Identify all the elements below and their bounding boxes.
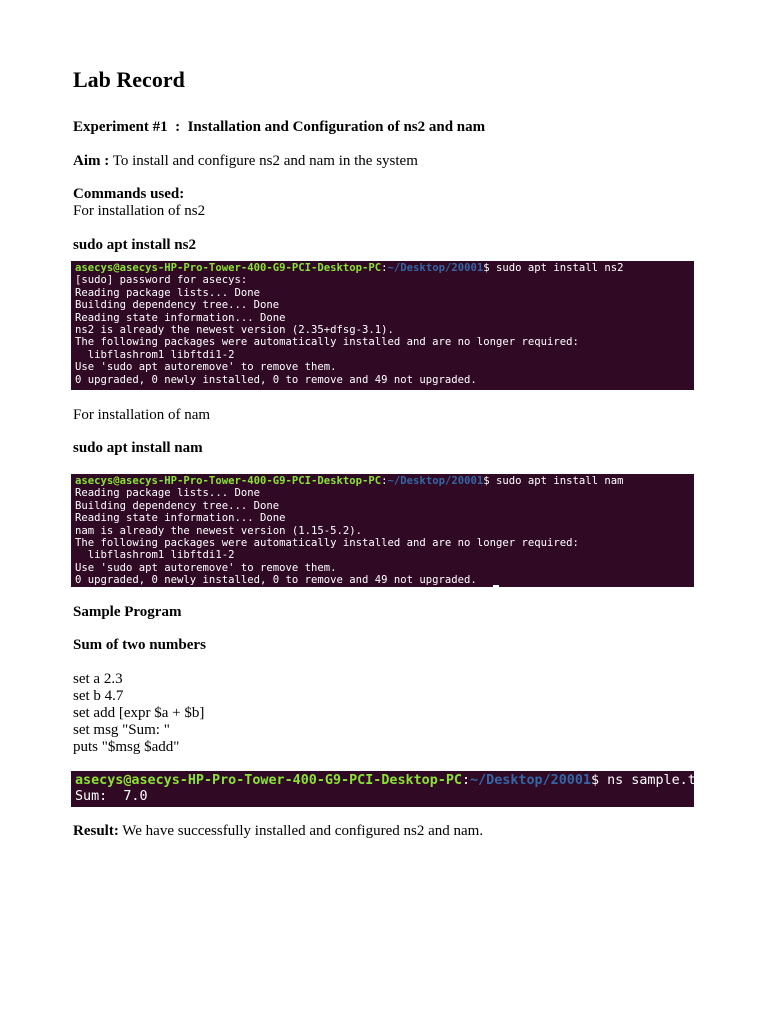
- aim-label: Aim :: [73, 153, 110, 169]
- prompt-command: $ sudo apt install ns2: [483, 262, 624, 274]
- terminal-line: The following packages were automatically installed and are no longer required:: [75, 536, 579, 549]
- terminal-line: libflashrom1 libftdi1-2: [75, 549, 235, 562]
- prompt-path: ~/Desktop/20001: [387, 475, 484, 487]
- prompt-separator: :: [461, 773, 471, 788]
- prompt-separator: :: [381, 475, 388, 487]
- sample-program-heading: Sample Program: [73, 604, 182, 620]
- ns2-command: sudo apt install ns2: [73, 237, 196, 253]
- code-line: set a 2.3: [73, 671, 123, 687]
- terminal-line: 0 upgraded, 0 newly installed, 0 to remove and 49 not upgraded.: [75, 373, 477, 386]
- code-line: set add [expr $a + $b]: [73, 705, 205, 721]
- terminal-line: Building dependency tree... Done: [75, 499, 280, 512]
- prompt-separator: :: [381, 262, 388, 274]
- result-text: We have successfully installed and configured ns2 and nam.: [118, 823, 484, 839]
- terminal-sample-output-screenshot: [71, 771, 712, 807]
- terminal-line: libflashrom1 libftdi1-2: [75, 348, 235, 361]
- code-line: puts "$msg $add": [73, 739, 180, 755]
- terminal-prompt: [75, 262, 690, 274]
- prompt-user: asecys@asecys-HP-Pro-Tower-400-G9-PCI-Desktop-PC: [75, 475, 382, 487]
- terminal-line: Use 'sudo apt autoremove' to remove them.: [75, 561, 337, 574]
- result-label: Result:: [73, 823, 119, 839]
- sample-program-subheading: Sum of two numbers: [73, 637, 206, 653]
- terminal-line-text: 0 upgraded, 0 newly installed, 0 to remove and 49 not upgraded.: [75, 574, 477, 587]
- terminal-prompt: [75, 475, 690, 487]
- code-line: set msg "Sum: ": [73, 722, 170, 738]
- prompt-command: $ sudo apt install nam: [483, 475, 624, 487]
- aim-text: To install and configure ns2 and nam in the system: [109, 153, 418, 169]
- terminal-line: Reading state information... Done: [75, 512, 286, 525]
- ns2-install-intro: For installation of ns2: [73, 203, 206, 219]
- prompt-user: asecys@asecys-HP-Pro-Tower-400-G9-PCI-Desktop-PC: [75, 262, 382, 274]
- terminal-line: Use 'sudo apt autoremove' to remove them.: [75, 361, 337, 374]
- page-title: Lab Record: [73, 67, 185, 92]
- prompt-path: ~/Desktop/20001: [470, 773, 591, 788]
- code-line: set b 4.7: [73, 688, 124, 704]
- terminal-line: [75, 574, 690, 586]
- experiment-heading: Experiment #1 : Installation and Configuration of ns2 and nam: [73, 119, 486, 135]
- terminal-line: nam is already the newest version (1.15-5.2).: [75, 524, 363, 537]
- terminal-line: Reading package lists... Done: [75, 487, 260, 500]
- terminal-line: The following packages were automatically installed and are no longer required:: [75, 336, 579, 349]
- prompt-user: asecys@asecys-HP-Pro-Tower-400-G9-PCI-Desktop-PC: [75, 773, 462, 788]
- aim-paragraph: [73, 153, 418, 170]
- terminal-line: ns2 is already the newest version (2.35+dfsg-3.1).: [75, 323, 394, 336]
- terminal-output: Sum: 7.0: [75, 789, 148, 804]
- result-paragraph: [73, 823, 483, 840]
- terminal-nam-screenshot: [71, 474, 694, 587]
- terminal-line: Reading state information... Done: [75, 311, 286, 324]
- terminal-line: [sudo] password for asecys:: [75, 274, 248, 287]
- commands-heading: Commands used:: [73, 186, 185, 202]
- terminal-cursor: [493, 585, 499, 587]
- prompt-path: ~/Desktop/20001: [387, 262, 484, 274]
- prompt-command: $ ns sample.tcl: [590, 773, 712, 788]
- terminal-line: Building dependency tree... Done: [75, 299, 280, 312]
- terminal-line: Reading package lists... Done: [75, 286, 260, 299]
- terminal-ns2-screenshot: [71, 261, 694, 390]
- nam-command: sudo apt install nam: [73, 440, 203, 456]
- nam-install-intro: For installation of nam: [73, 407, 211, 423]
- terminal-prompt: [75, 773, 712, 789]
